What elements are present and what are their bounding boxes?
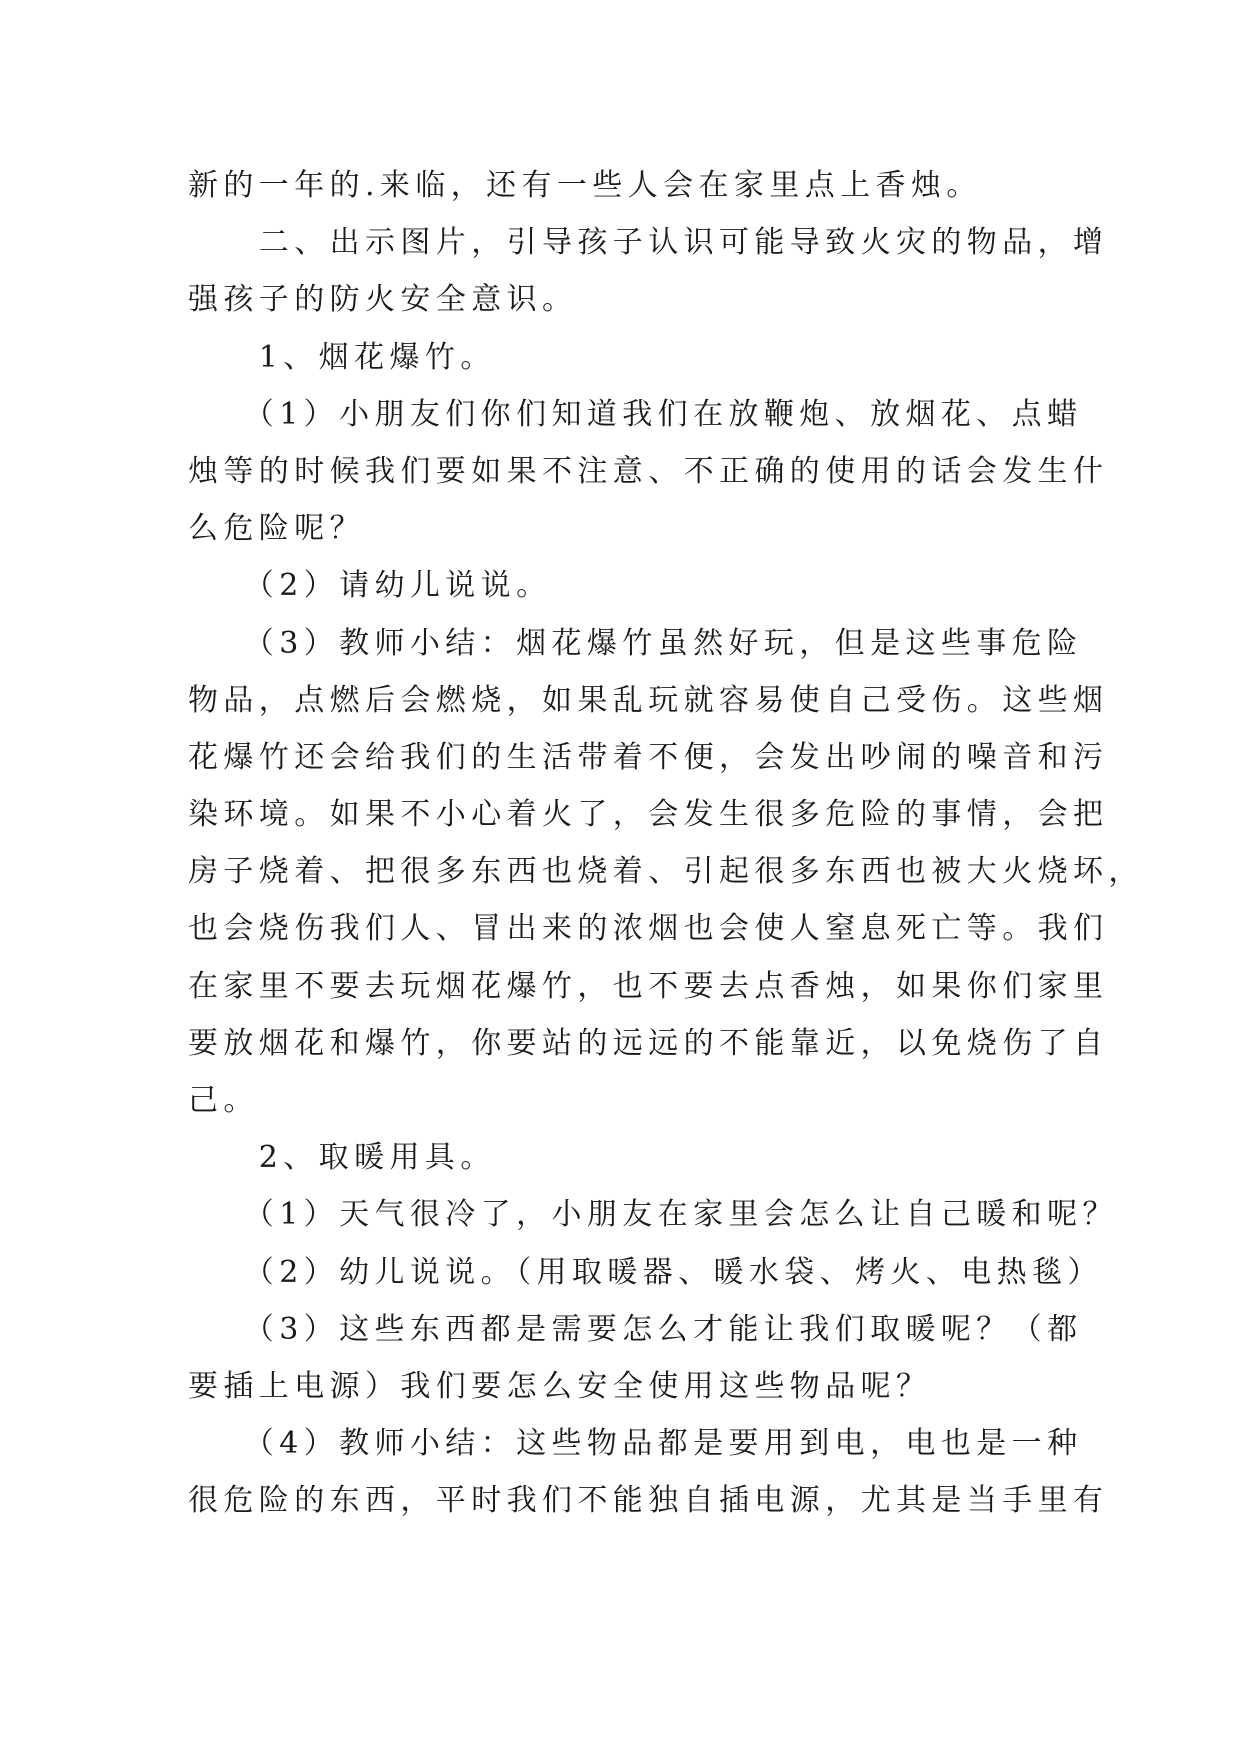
text-line: 强孩子的防火安全意识。 (188, 282, 578, 318)
text-line: 很危险的东西，平时我们不能独自插电源，尤其是当手里有 (188, 1483, 1109, 1519)
text-line: （4）教师小结：这些物品都是要用到电，电也是一种 (188, 1426, 1083, 1462)
text-line: 要放烟花和爆竹，你要站的远远的不能靠近，以免烧伤了自 (188, 1025, 1109, 1061)
text-line: （1）天气很冷了，小朋友在家里会怎么让自己暖和呢？ (188, 1197, 1118, 1233)
text-line: 也会烧伤我们人、冒出来的浓烟也会使人窒息死亡等。我们 (188, 911, 1109, 947)
text-line: 房子烧着、把很多东西也烧着、引起很多东西也被大火烧坏， (188, 854, 1144, 890)
body-text (188, 157, 1144, 1530)
text-line: 物品，点燃后会燃烧，如果乱玩就容易使自己受伤。这些烟 (188, 682, 1109, 718)
text-line: （3）教师小结：烟花爆竹虽然好玩，但是这些事危险 (188, 625, 1083, 661)
text-line: 染环境。如果不小心着火了，会发生很多危险的事情，会把 (188, 797, 1109, 833)
text-line: 在家里不要去玩烟花爆竹，也不要去点香烛，如果你们家里 (188, 968, 1109, 1004)
text-line: 烛等的时候我们要如果不注意、不正确的使用的话会发生什 (188, 453, 1109, 489)
text-line: （2）幼儿说说。（用取暖器、暖水袋、烤火、电热毯） (188, 1254, 1103, 1290)
text-line: 花爆竹还会给我们的生活带着不便，会发出吵闹的噪音和污 (188, 739, 1109, 775)
text-line: 2、取暖用具。 (188, 1140, 496, 1176)
text-line: 么危险呢？ (188, 511, 365, 547)
text-line: 要插上电源）我们要怎么安全使用这些物品呢？ (188, 1368, 932, 1404)
text-line: （1）小朋友们你们知道我们在放鞭炮、放烟花、点蜡 (188, 396, 1083, 432)
text-line: 二、出示图片，引导孩子认识可能导致火灾的物品，增 (188, 225, 1109, 261)
text-line: 己。 (188, 1083, 259, 1118)
text-line: （3）这些东西都是需要怎么才能让我们取暖呢？（都 (188, 1311, 1083, 1347)
text-line: （2）请幼儿说说。 (188, 568, 552, 604)
text-line: 新的一年的.来临，还有一些人会在家里点上香烛。 (188, 168, 982, 203)
text-line: 1、烟花爆竹。 (188, 339, 496, 375)
